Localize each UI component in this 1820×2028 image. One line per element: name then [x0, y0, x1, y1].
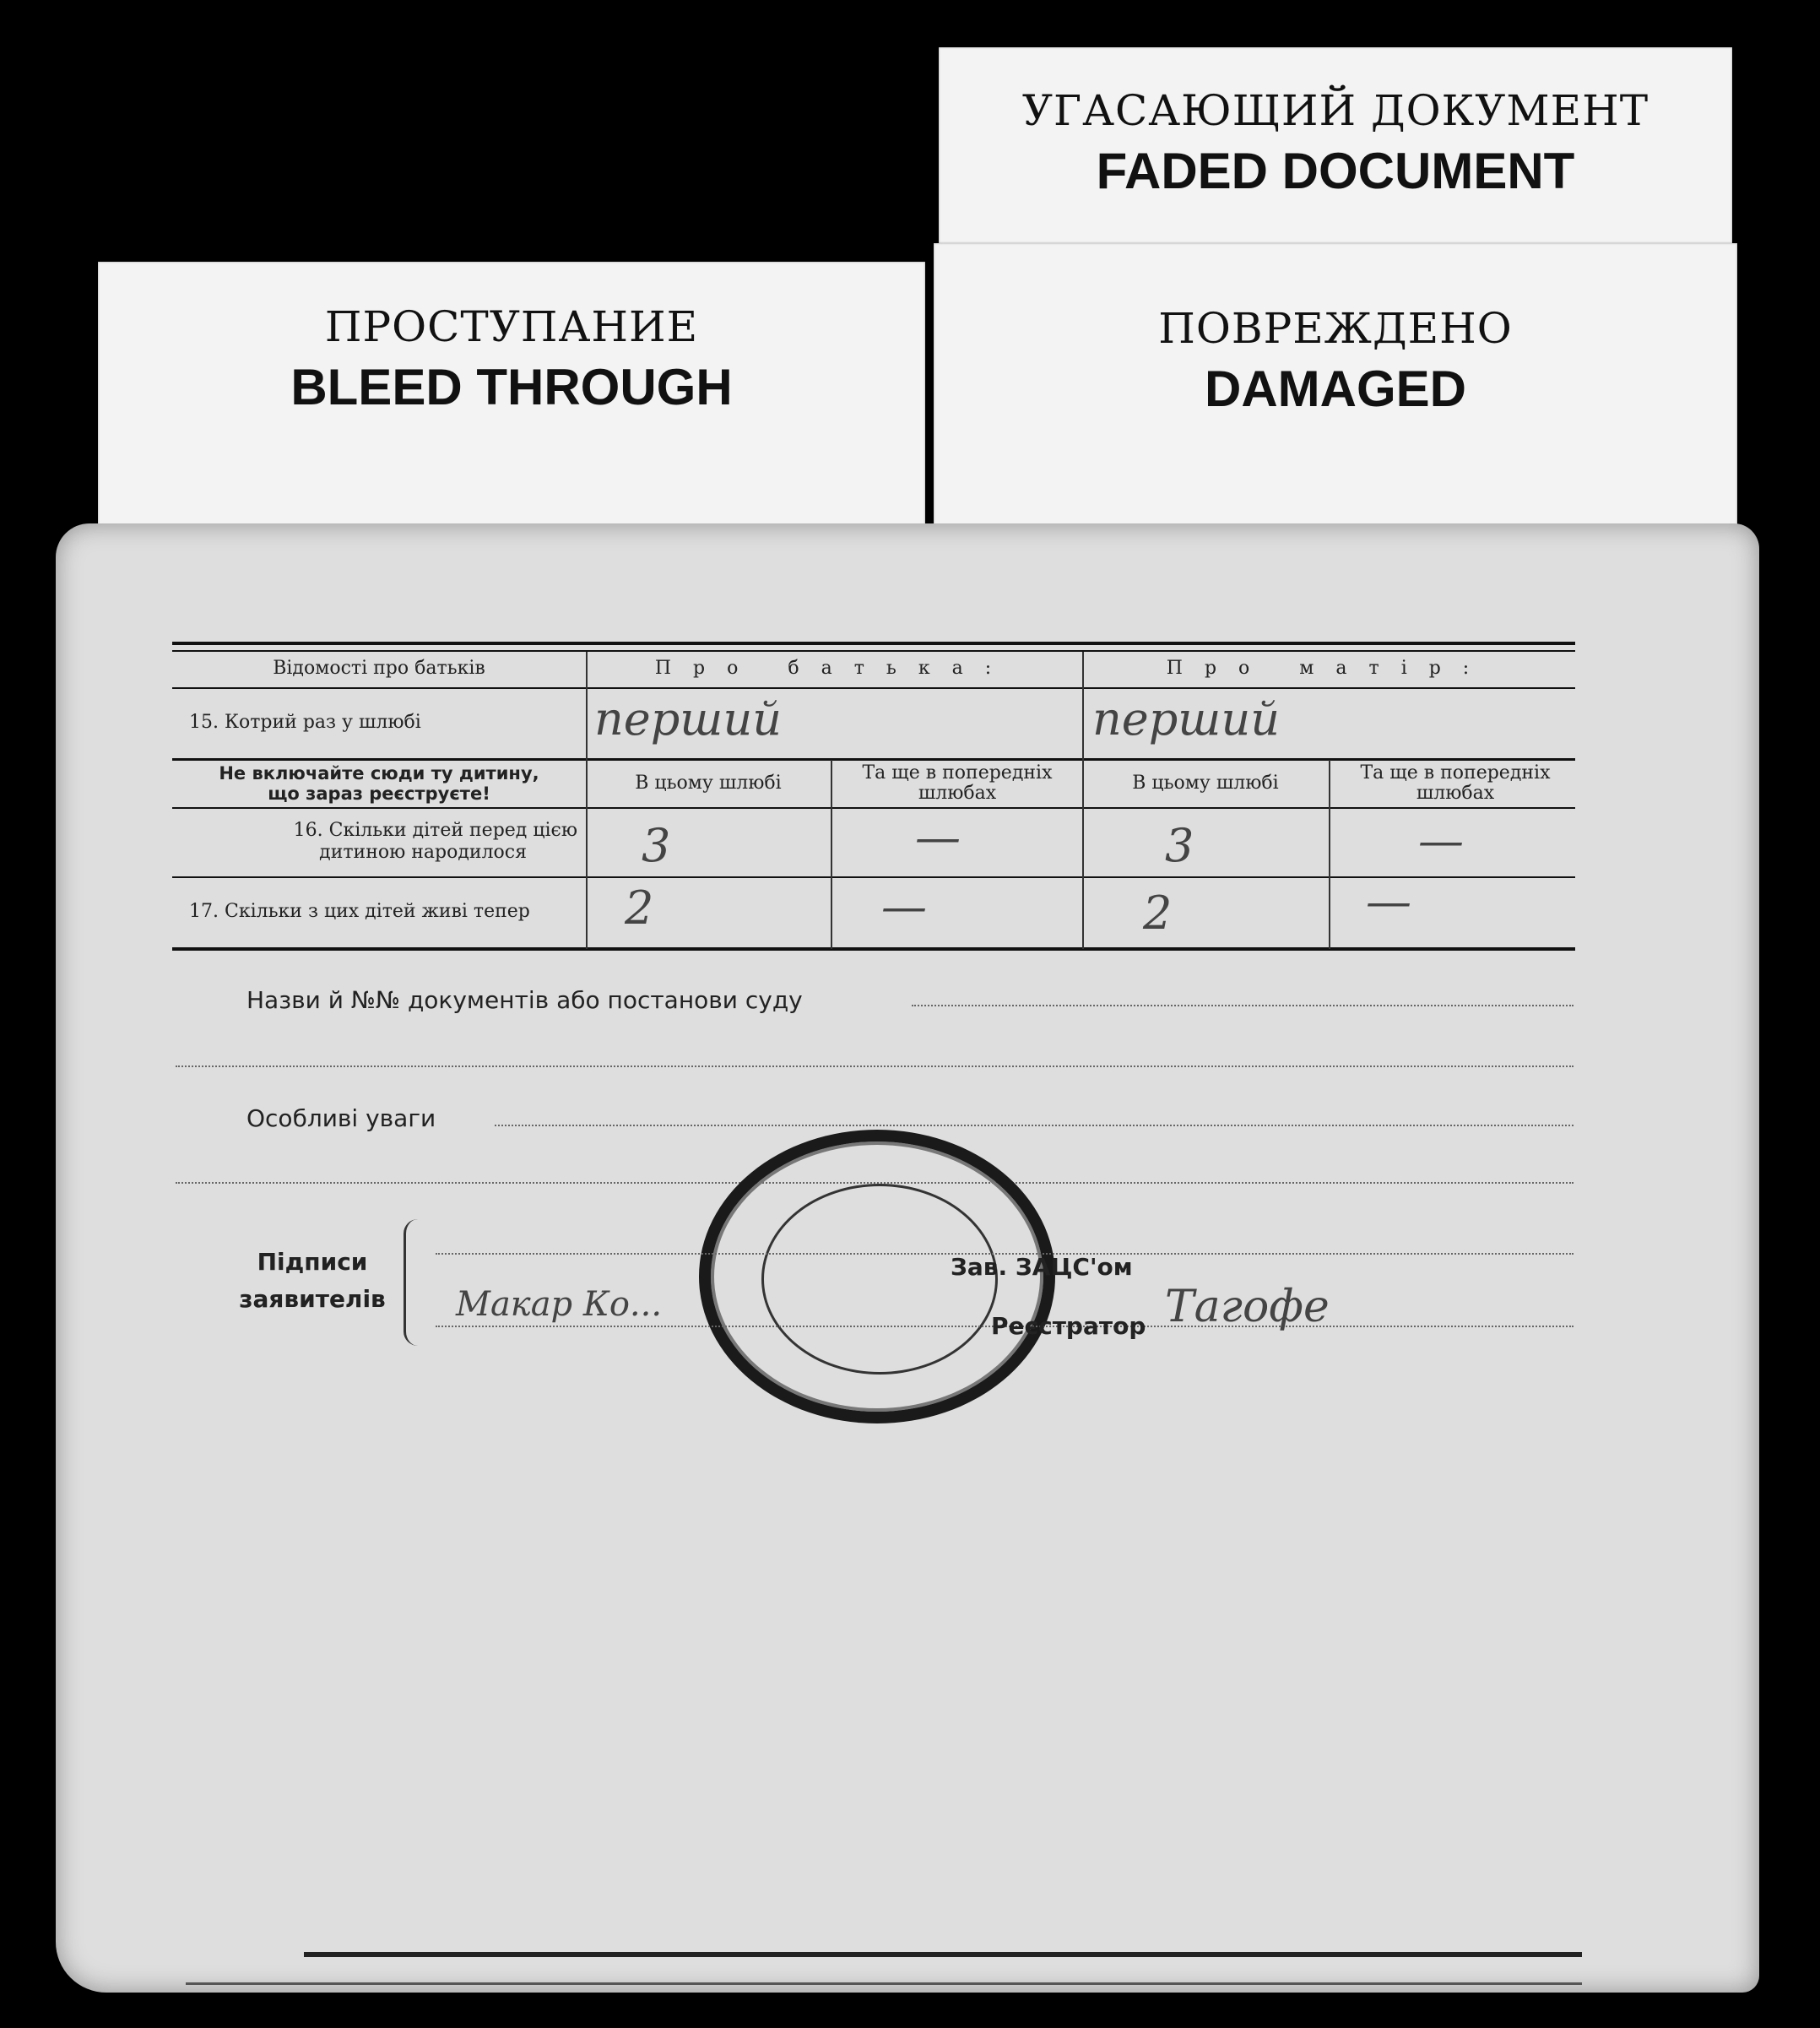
row16-label-1: 16. Скільки дітей перед цією: [293, 820, 577, 841]
row16-father-prev: —: [915, 811, 961, 864]
remarks-label: Особливі уваги: [246, 1104, 436, 1132]
subheader-note-2: що зараз реєструєте!: [268, 784, 490, 804]
bleed-through-label: [98, 262, 925, 530]
documents-dotline-2: [176, 1066, 1574, 1067]
row17-father-prev: —: [881, 880, 927, 933]
remarks-dotline-1: [495, 1125, 1574, 1126]
row17-label: 17. Скільки з цих дітей живі тепер: [189, 901, 530, 922]
subheader-mother-this: В цьому шлюбі: [1132, 773, 1279, 794]
subheader-note-1: Не включайте сюди ту дитину,: [219, 763, 539, 784]
applicant-signature: Макар Ко...: [456, 1285, 663, 1324]
damaged-label-en: DAMAGED: [1205, 361, 1466, 417]
row15-mother-handwritten: перший: [1092, 692, 1281, 746]
row15-label: 15. Котрий раз у шлюбі: [189, 712, 421, 733]
subheader-father-prev: Та ще в попередніх шлюбах: [862, 762, 1053, 804]
row16-mother-prev: —: [1418, 814, 1464, 867]
damaged-label-ru: ПОВРЕЖДЕНО: [1158, 304, 1513, 353]
row16-mother-this: 3: [1165, 819, 1194, 872]
applicants-label-1: Підписи: [257, 1248, 368, 1276]
row16-father-this: 3: [642, 819, 671, 872]
head-label: Зав. ЗАЦС'ом: [951, 1253, 1133, 1281]
documents-label: Назви й №№ документів або постанови суду: [246, 986, 803, 1014]
damaged-label: [934, 243, 1737, 530]
applicants-label-2: заявителів: [239, 1285, 386, 1313]
subheader-father-this: В цьому шлюбі: [635, 773, 782, 794]
faded-label-en: FADED DOCUMENT: [1096, 143, 1575, 199]
row17-father-this: 2: [625, 881, 654, 935]
header-mother: Про матір:: [1166, 658, 1492, 679]
bleed-label-en: BLEED THROUGH: [290, 359, 733, 415]
sheet-bottom-rule: [304, 1952, 1582, 1957]
registrar-label: Реєстратор: [991, 1312, 1146, 1340]
row15-father-handwritten: перший: [594, 692, 783, 746]
row17-mother-prev: —: [1366, 875, 1411, 928]
header-col-info: Відомості про батьків: [273, 658, 485, 679]
documents-dotline-1: [912, 1005, 1574, 1006]
bleed-label-ru: ПРОСТУПАНИЕ: [324, 302, 699, 351]
sheet-bottom-rule-2: [186, 1982, 1582, 1985]
row16-label-2: дитиною народилося: [319, 842, 527, 863]
applicants-brace: [404, 1219, 418, 1346]
faded-label-ru: УГАСАЮЩИЙ ДОКУМЕНТ: [1021, 86, 1649, 135]
faded-document-label: [939, 47, 1732, 243]
row17-mother-this: 2: [1143, 887, 1173, 940]
header-father: Про батька:: [654, 658, 1014, 679]
subheader-mother-prev: Та ще в попередніх шлюбах: [1360, 762, 1551, 804]
registrar-signature: Тагофе: [1165, 1282, 1330, 1332]
